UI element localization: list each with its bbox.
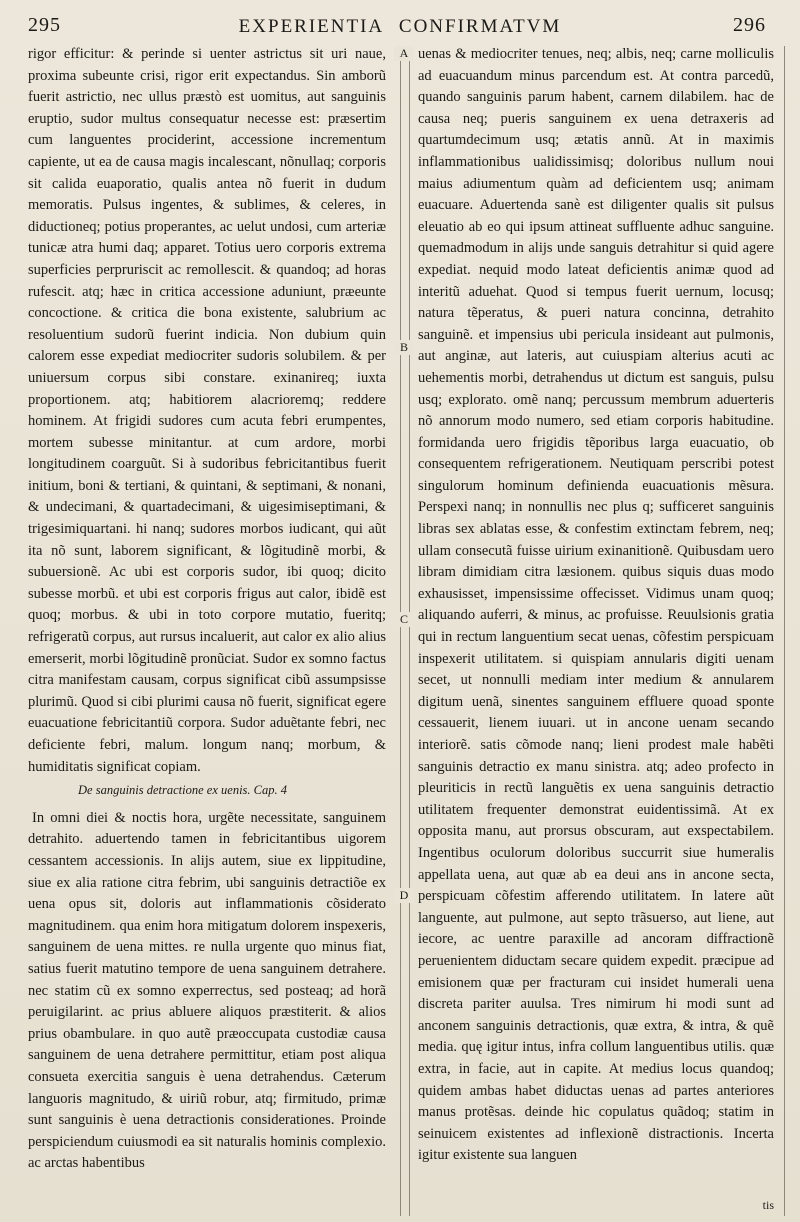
- page-number-right: 296: [733, 14, 766, 36]
- right-paragraph-1: uenas & mediocriter tenues, neq; albis, neq; carne molliculis ad euacuandum minus parcendum est. At contra parcedũ, quando sanguinis parum habent, carnem dilabilem. hac de causa neq; pueris sanguinem ex uena detraxeris ad quartumdecimum usq; ætatis annũ. At in maximis inflammationibus ualidissimisq; doloribus nullum noui maius adiumentum quàm ad deficientem usq; animam euacuare. Aduertenda sanè est diligenter qualis sit pulsus eleuatio ab eo qui ipsum attineat suffluente adhuc sanguine. quemadmodum in alijs unde sanguis detrahitur si quid agere expediat. nequid modo lateat deficientis animæ quod ad interitũ aduehat. Quod si tempus fuerit uernum, locusq; natura tẽperatus, & pueri natura concinna, detrahito sanguinẽ. et impensius ubi pericula insideant aut pulmonis, aut anginæ, aut lateris, aut cuiuspiam alterius acuti ac uehementis morbi, detrahendus ut dictum est sanguis, pulsu usq; explorato. omẽ nanq; percussum membrum aduerteris nõ annorum modo numero, sed etiam corporis habitudine. formidanda uero frigidis tẽporibus larga euacuatio, ob consequentem refrigerationem. Neutiquam perscribi potest singulorum hominum definienda euacuationis mẽsura. Perspexi nanq; in nonnullis nec plus q; sufficeret sanguinis libras sex ablatas esse, & confestim extinctam febrem, neq; ullam consecutã fuisse uirium exinanitionẽ. Quibusdam uero libram dimidiam citra læsionem. quibus siquis duas modo exhausisset, impensissime offecisset. Vidimus unam quoq; aliquando auferri, & minus, ac profuisse. Reuulsionis gratia qui in rectum languentium secat uenas, cõfestim perspicuam inspexerit utilitatem. si quispiam annularis digiti uenam secet, ut nonnulli mediam inter medium & annularem digitum uenã, sinentes sanguinem effluere quoad sponte cessauerit, lienem iuuari. ut in ancone uenam secando interiorẽ. satis cõmode nanq; lieni prodest male habẽti sanguinis detractio ex manu sinistra. atq; adeo profecto in pleuriticis in rectũ languẽtis ex uena sanguinis detractio utilitatem frequenter demonstrat euidentissimã. At ex opposita manu, aut prorsus obscuram, aut exspectabilem. Ingentibus oculorum doloribus succurrit siue humeralis appellata uena, aut quæ ab ea deui ans in ancone secta, perspicuam cõfestim afferendo utilitatem. In latere aũt languente, aut pulmone, aut septo trãsuerso, aut liene, aut iecore, ac uentre paraxille ad ancoram diffractionẽ peruenientem diductam secare quidem expedit. præcipue ad emisionem quæ per fracturam cui insidet humerali uena discreta pariter auulsa. Tres nimirum hi modi sunt ad anconem sanguinis detractionis, quæ extra, & intra, & quẽ media. quę igitur intus, infra collum languentibus utilis. quæ extra, in facie, aut in capite. At medius locus quandoq; quidem ambas habet diductas uenas ad partes anteriores manus protẽsas. deinde hic copulatus quãdoq; statim in seinuicem existentes ad inflexionẽ distractionis. Incerta igitur existente sua languen: [418, 46, 774, 1164]
- column-rule-right: [784, 46, 785, 1216]
- running-title-right: CONFIRMATVM: [398, 16, 562, 37]
- column-rule-left: [400, 46, 401, 1216]
- column-rule-middle: [409, 46, 410, 1216]
- right-column: [418, 44, 774, 1212]
- running-title: [28, 16, 772, 38]
- margin-marker-d: D: [394, 888, 414, 903]
- page-number-left: 295: [28, 14, 61, 36]
- left-paragraph-1: rigor efficitur: & perinde si uenter astrictus sit uri naue, proxima subeunte crisi, rigor erit expectandus. Sin amborũ fuerit astrictio, nec ullus præstò est uomitus, aut sanguinis eruptio, sudor multus consequatur necesse est: præsertim cum languentes prociderint, accessione incrementum capiente, ut ea de causa magis incalescant, nõnullaq; corporis sit calida euaporatio, qualis antea nõ fuerit in dudum memoratis. Pulsus ingentes, & sublimes, & celeres, in diductioneq; potius properantes, ac uelut undosi, cum arteriæ tunicæ atra humi daq; apparet. Totius uero corporis extrema superficies perpruriscit ac remollescit. & quandoq; ad horas rufescit. atq; hæc in critica accessione aduniunt, præeunte concoctione. & critica die bona existente, salubrium ac resoluentium sudorũ fuerint indicia. Non dubium quin calorem esse expediat mediocriter sudoris solubilem. & per uniuersum corpus sibi constare. exinanireq; iuxta proportionem. atq; habitiorem alacrioremq; reddere hominem. At frigidi sudores cum acuta febri erumpentes, mortem subesse minitantur. at cum ardore, morbi longitudinem coarguũt. Si à sudoribus febricitantibus fuerit initium, boni & tertiani, & quintani, & septimani, & nonani, & undecimani, & quartadecimani, & uigesimiseptimani, & trigesimiquartani. hi nanq; sudores morbos iudicant, qui aũt ita nõ sunt, laborem significant, & lõgitudinẽ morbi, & subuersionẽ. Ac ubi est corporis sudor, ibi quoq; dicito subesse morbũ. et ubi est corporis frigus aut calor, ibidẽ est quoq; morbus. & ubi in toto corpore mutatio, fueritq; refrigeratũ corpus, aut rursus incaluerit, aut calor ex alio alius emerserit, morbi lõgitudinẽ pronũciat. Sudor ex somno factus citra manifestam causam, corpus significat cibũ assumpsisse plurimũ. Quod si cibi plurimi causa nõ fuerit, significat egere euacuatione febricitantiũ corpora. Sudor aduẽtante febri, nec deficiente febri, malum. longum nanq; morbum, & humiditatis significat copiam.: [28, 46, 386, 775]
- left-paragraph-2: In omni diei & noctis hora, urgẽte necessitate, sanguinem detrahito. aduertendo tamen in febricitantibus uigorem cessantem accessionis. In alijs autem, siue ex lippitudine, siue ex alia ratione citra febrim, ubi sanguinis detractiõe ex uena opus sit, doloris aut inflammationis cõsiderato magnitudinem. qua enim hora mitigatum dolorem inspexeris, sanguinem de uena mittes. re nulla urgente quo minus fiat, satius fuerit matutino tempore de uena sanguinem detrahere. nec statim cũ ex somno experrectus, sed posteaq; ad horã peruigilarint. ac prius abluere aliquos præstiterit. & alios prius obambulare. in quo autẽ præoccupata custodiæ causa sanguinem de uena detrahere permittitur, etiam post aliqua consueta exercitia sanguis è uena detrahendus. Cæterum languoris magnitudo, & uiriũ robur, atq; firmitudo, primæ sunt sanguinis è uena detractionis considerationes. Proinde perspiciendum cuiusmodi ea sit naturalis hominis complexio. ac arctas habentibus: [28, 809, 386, 1172]
- page-header: [28, 14, 772, 40]
- chapter-heading: De sanguinis detractione ex uenis. Cap. 4: [78, 783, 287, 798]
- left-column: [28, 44, 386, 1212]
- margin-marker-b: B: [394, 340, 414, 355]
- catchword: tis: [762, 1198, 774, 1212]
- margin-marker-c: C: [394, 612, 414, 627]
- margin-marker-a: A: [394, 46, 414, 61]
- running-title-left: EXPERIENTIA: [238, 16, 385, 37]
